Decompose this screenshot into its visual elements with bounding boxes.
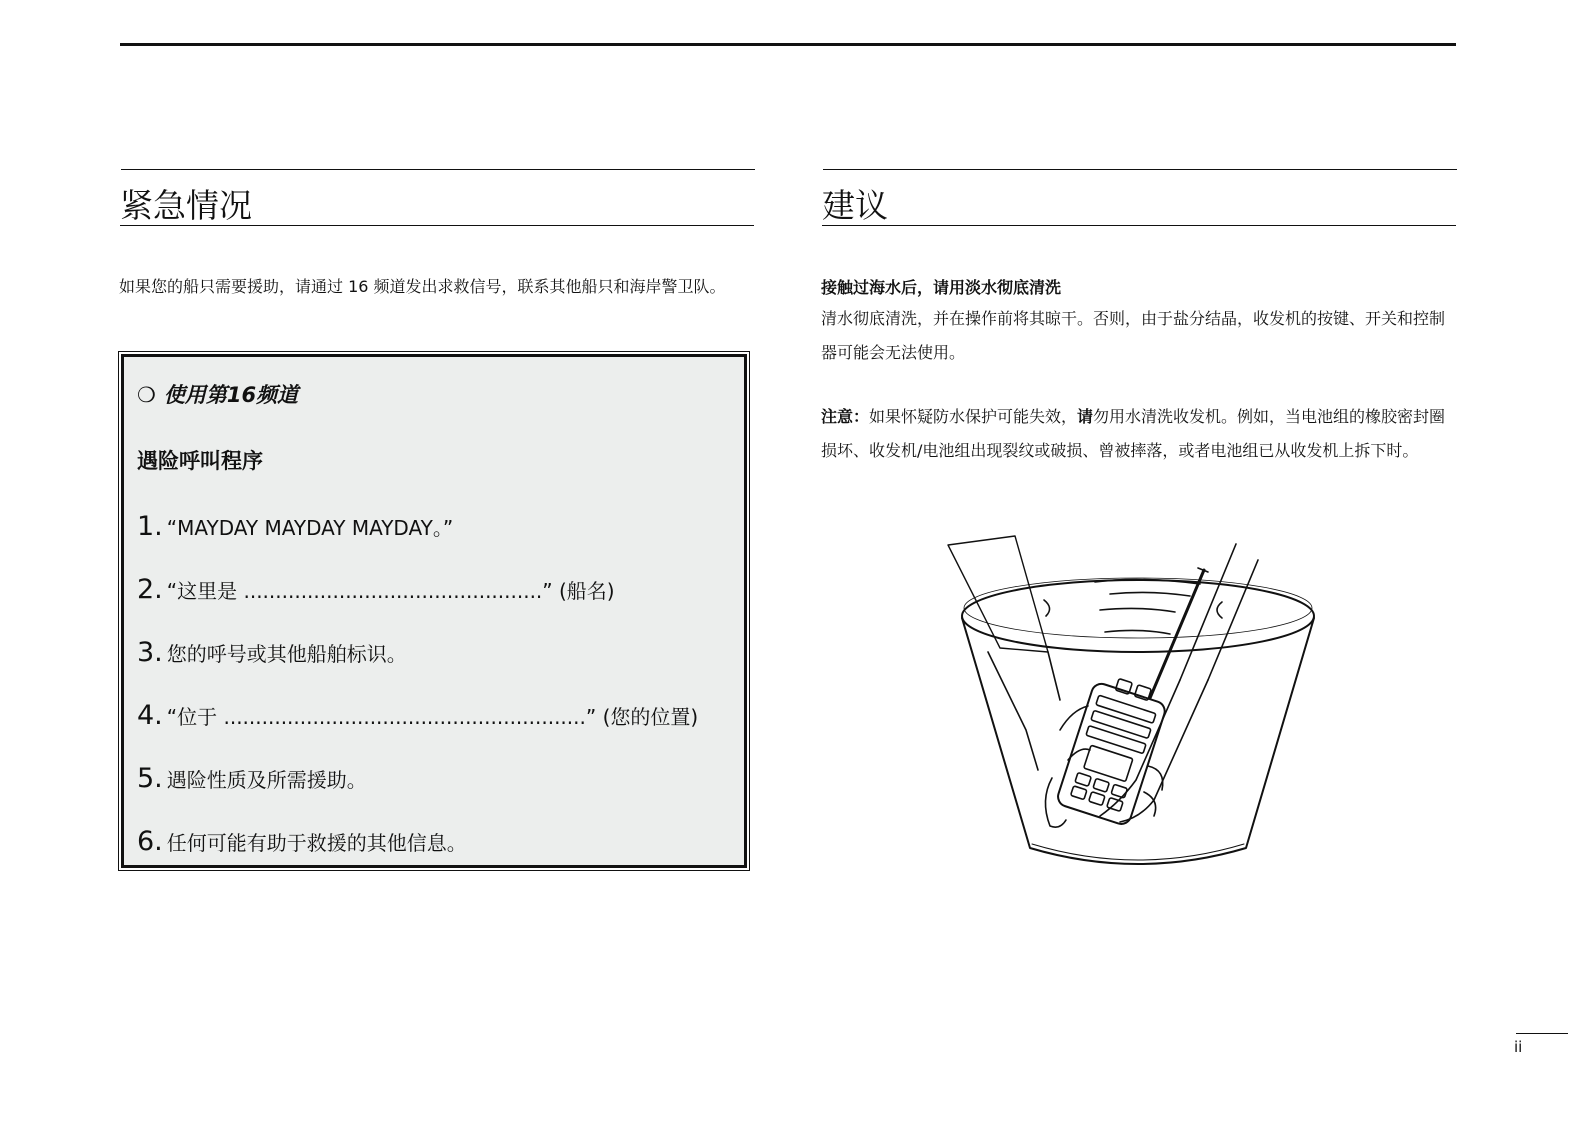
- section-title-recommendation: 建议: [822, 186, 888, 225]
- emergency-intro: 如果您的船只需要援助，请通过 16 频道发出求救信号，联系其他船只和海岸警卫队。: [119, 277, 726, 296]
- box-subheading: 遇险呼叫程序: [137, 449, 263, 473]
- wash-heading: 接触过海水后，请用淡水彻底清洗: [821, 278, 1062, 297]
- wash-text: 清水彻底清洗，并在操作前将其晾干。否则，由于盐分结晶，收发机的按键、开关和控制器可能会无法使用。: [821, 309, 1446, 362]
- distress-procedure-box: [121, 354, 747, 868]
- washing-transceiver-illustration: [940, 530, 1330, 880]
- caution-note: 注意：如果怀疑防水保护可能失效，请勿用水清洗收发机。例如，当电池组的橡胶密封圈损坏、收发机/电池组出现裂纹或破损、曾被摔落，或者电池组已从收发机上拆下时。: [821, 407, 1446, 460]
- procedure-step: 5. 遇险性质及所需援助。: [137, 763, 367, 794]
- procedure-step: 6. 任何可能有助于救援的其他信息。: [137, 826, 467, 857]
- top-rule: [120, 43, 1456, 46]
- section-title-emergency: 紧急情况: [120, 186, 252, 225]
- procedure-step: 1. “MAYDAY MAYDAY MAYDAY。”: [137, 511, 454, 542]
- procedure-step: 4. “位于 .........................................................” (您的位置): [137, 700, 699, 731]
- section-title-underline: [822, 225, 1456, 226]
- note-label: 注意：: [821, 407, 870, 426]
- page-number-rule: [1516, 1033, 1568, 1034]
- procedure-step: 2. “这里是 ...............................................” (船名): [137, 574, 615, 605]
- section-title-underline: [120, 225, 754, 226]
- section-top-line: [121, 169, 755, 170]
- box-heading: ❍ 使用第16频道: [137, 383, 299, 407]
- procedure-step: 3. 您的呼号或其他船舶标识。: [137, 637, 407, 668]
- circle-bullet-icon: ❍: [137, 383, 156, 407]
- section-top-line: [823, 169, 1457, 170]
- page-number: ii: [1514, 1038, 1523, 1056]
